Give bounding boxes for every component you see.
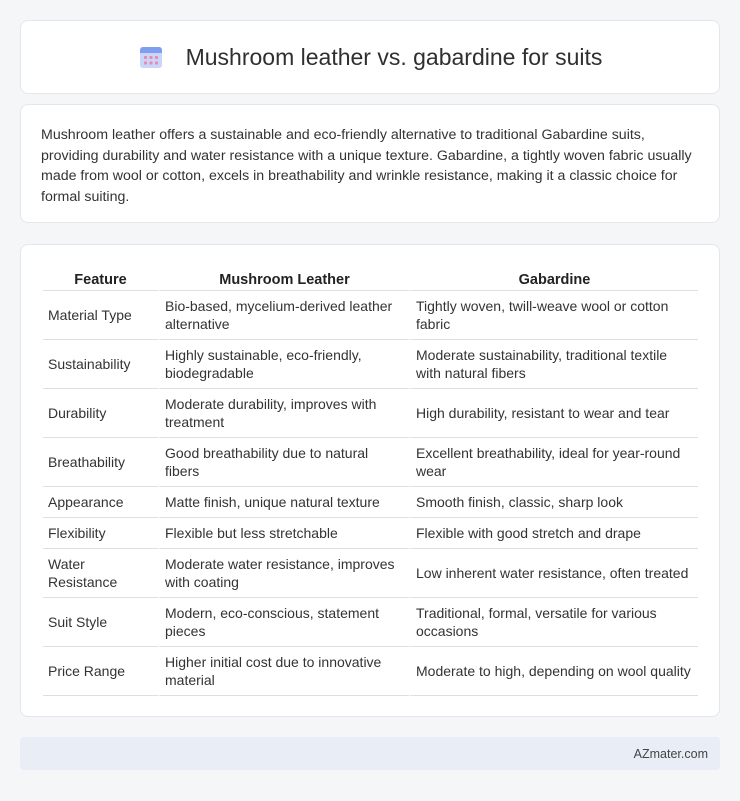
cell-feature: Suit Style [43, 598, 158, 647]
page-title: Mushroom leather vs. gabardine for suits [185, 43, 603, 70]
table-row [43, 340, 698, 389]
description-card [20, 104, 720, 223]
cell-gabardine: Moderate to high, depending on wool quality [409, 647, 698, 696]
footer-brand: AZmater.com [633, 746, 708, 761]
table-row [43, 598, 698, 647]
cell-feature: Appearance [43, 487, 158, 518]
cell-feature: Water Resistance [43, 549, 158, 598]
footer [20, 737, 720, 770]
cell-gabardine: Tightly woven, twill-weave wool or cotton fabric [409, 291, 698, 340]
cell-gabardine: Traditional, formal, versatile for various occasions [409, 598, 698, 647]
cell-feature: Price Range [43, 647, 158, 696]
cell-mushroom-leather: Moderate water resistance, improves with coating [158, 549, 409, 598]
cell-mushroom-leather: Bio-based, mycelium-derived leather alternative [158, 291, 409, 340]
cell-mushroom-leather: Moderate durability, improves with treatment [158, 389, 409, 438]
comparison-table-card [20, 244, 720, 717]
cell-gabardine: Moderate sustainability, traditional textile with natural fibers [409, 340, 698, 389]
cell-feature: Breathability [43, 438, 158, 487]
cell-mushroom-leather: Matte finish, unique natural texture [158, 487, 409, 518]
cell-gabardine: Flexible with good stretch and drape [409, 518, 698, 549]
table-row [43, 487, 698, 518]
cell-mushroom-leather: Higher initial cost due to innovative material [158, 647, 409, 696]
table-row [43, 389, 698, 438]
table-row [43, 518, 698, 549]
cell-gabardine: Low inherent water resistance, often treated [409, 549, 698, 598]
cell-mushroom-leather: Good breathability due to natural fibers [158, 438, 409, 487]
calendar-grid-icon [138, 44, 164, 70]
table-row [43, 438, 698, 487]
cell-feature: Material Type [43, 291, 158, 340]
cell-mushroom-leather: Flexible but less stretchable [158, 518, 409, 549]
table-header-row [43, 265, 698, 291]
cell-feature: Flexibility [43, 518, 158, 549]
header-mushroom-leather: Mushroom Leather [158, 265, 409, 291]
table-row [43, 549, 698, 598]
description-text: Mushroom leather offers a sustainable and eco-friendly alternative to traditional Gabardine suits, providing durability and water resistance with a unique texture. Gabardine, a tightly woven fabric usually made from wool or cotton, excels in breathability and wrinkle resistance, making it a classic choice for formal suiting. [41, 127, 692, 205]
cell-gabardine: Excellent breathability, ideal for year-round wear [409, 438, 698, 487]
header-feature: Feature [43, 265, 158, 291]
cell-gabardine: High durability, resistant to wear and tear [409, 389, 698, 438]
comparison-table [43, 265, 698, 696]
cell-feature: Durability [43, 389, 158, 438]
cell-mushroom-leather: Modern, eco-conscious, statement pieces [158, 598, 409, 647]
table-row [43, 647, 698, 696]
cell-gabardine: Smooth finish, classic, sharp look [409, 487, 698, 518]
cell-mushroom-leather: Highly sustainable, eco-friendly, biodegradable [158, 340, 409, 389]
title-card [20, 20, 720, 94]
cell-feature: Sustainability [43, 340, 158, 389]
header-gabardine: Gabardine [409, 265, 698, 291]
table-row [43, 291, 698, 340]
